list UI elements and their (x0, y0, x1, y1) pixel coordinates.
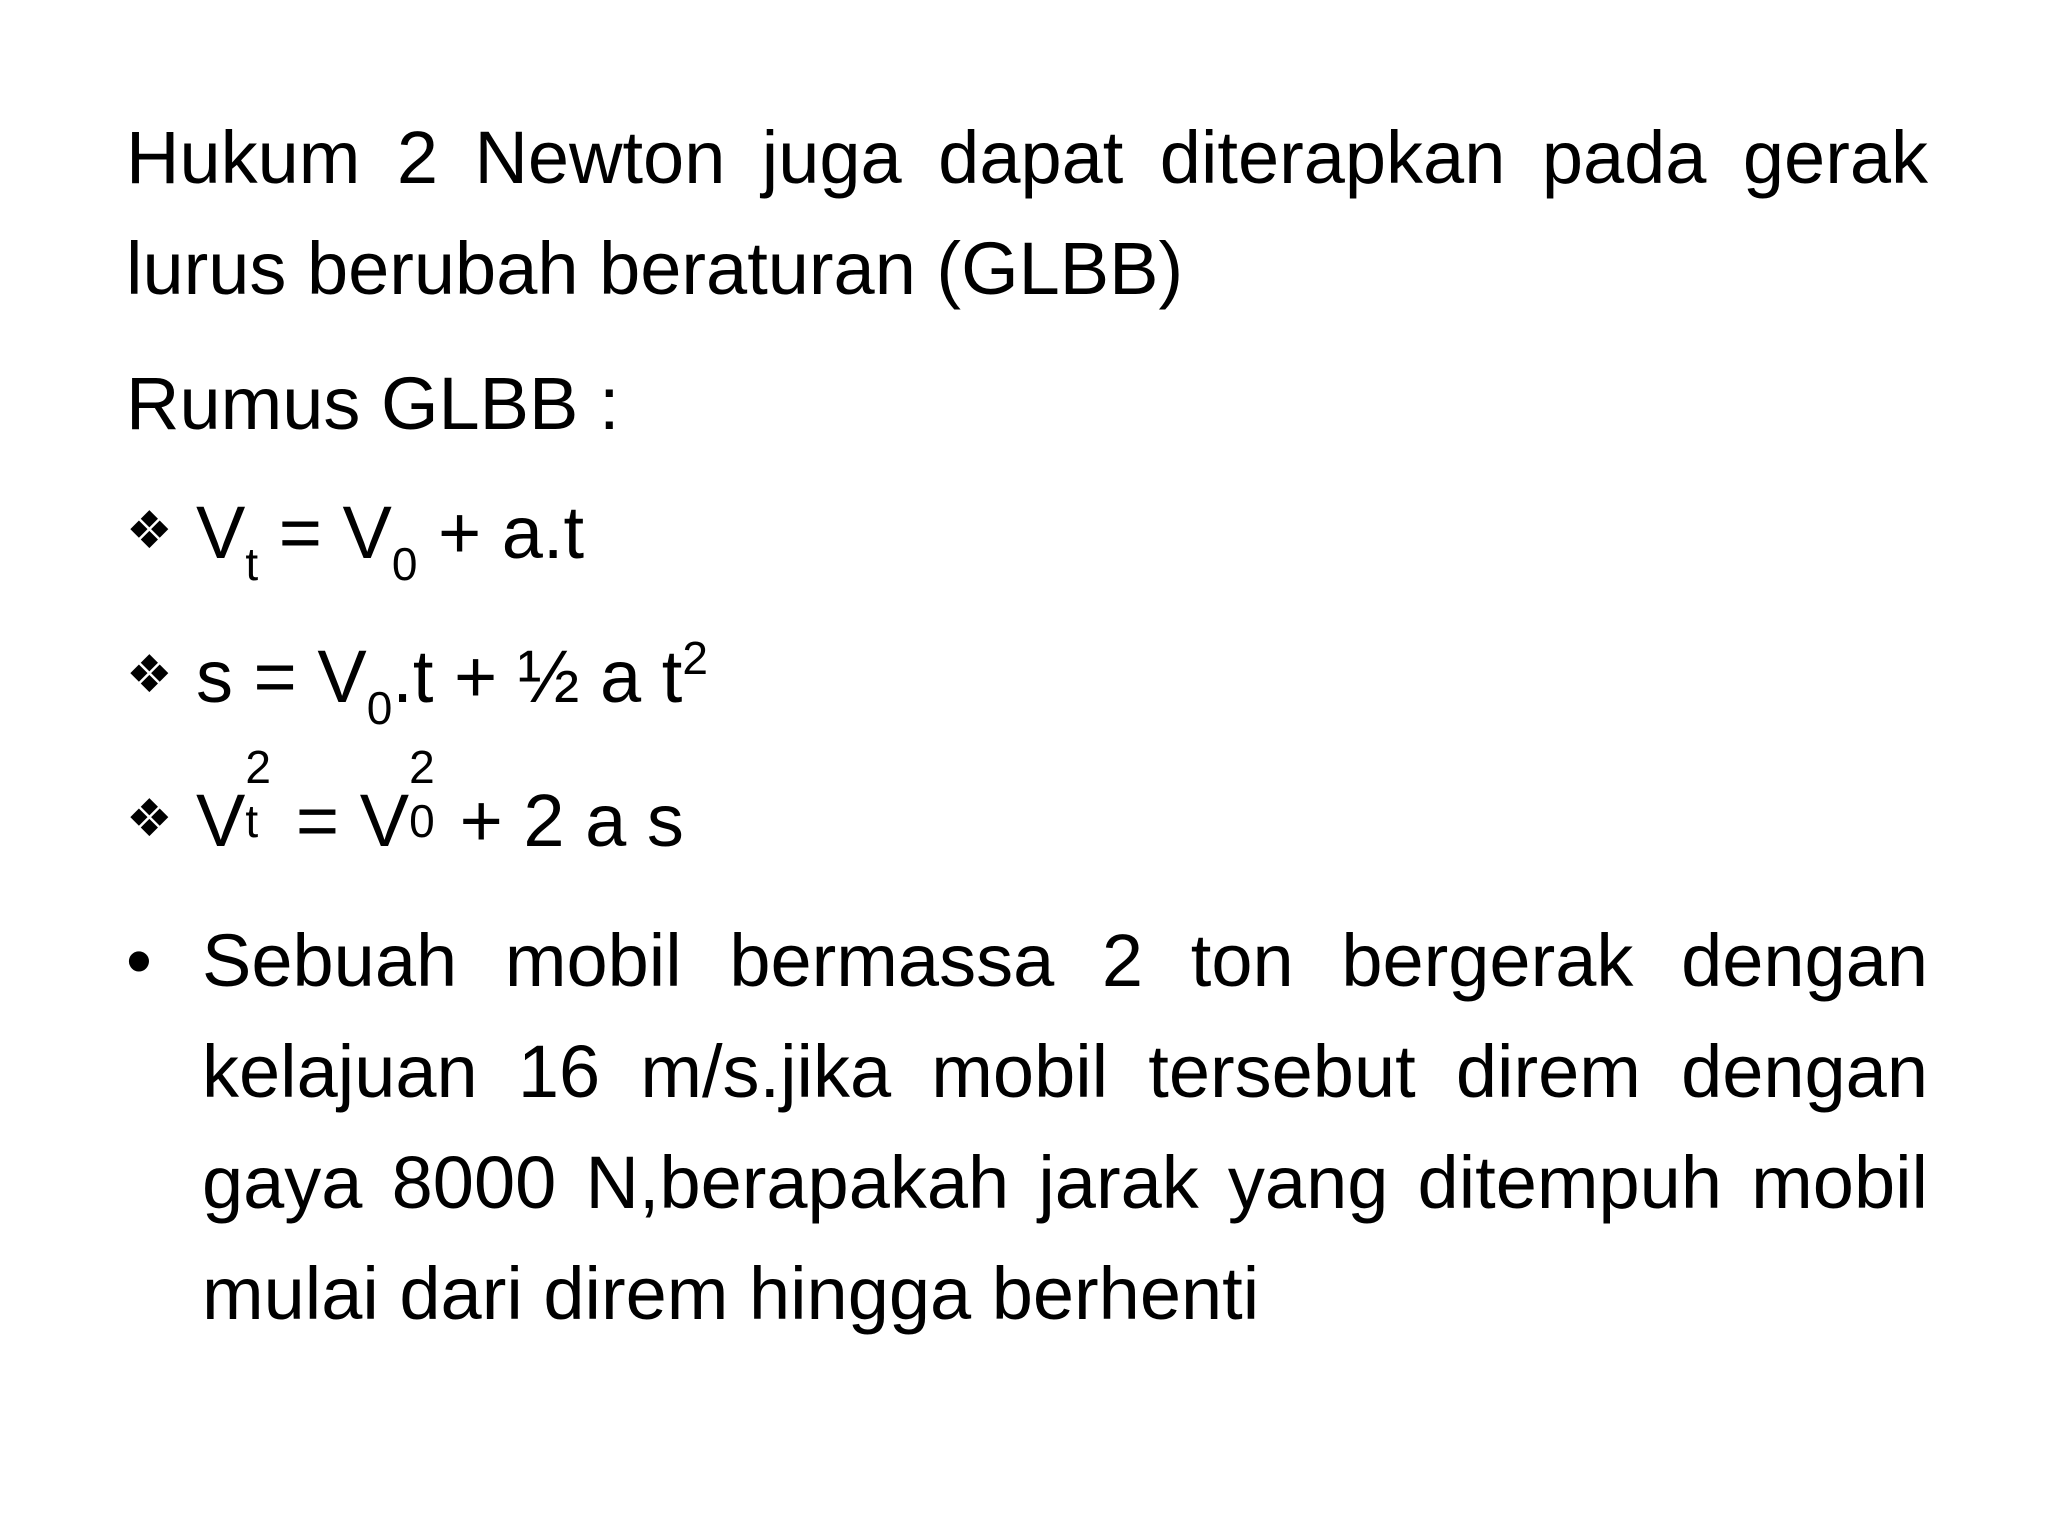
diamond-bullet-icon: ❖ (126, 502, 173, 560)
diamond-bullet-icon: ❖ (126, 790, 173, 848)
superscript-two: 2 (682, 632, 708, 684)
formula-distance (126, 620, 708, 732)
subscript-zero: 0 (366, 682, 393, 734)
formula-velocity (126, 476, 584, 588)
intro-text: Hukum 2 Newton juga dapat diterapkan pada gerak lurus berubah beraturan (GLBB) (126, 116, 1928, 310)
superscript-two: 2 (409, 741, 435, 793)
formula-eq: = V (258, 491, 392, 574)
diamond-bullet-icon: ❖ (126, 646, 173, 704)
formula-rest: + 2 a s (439, 779, 684, 862)
rumus-label: Rumus GLBB : (126, 362, 620, 445)
subsup-t-two (245, 741, 275, 847)
formula-rest: + a.t (417, 491, 585, 574)
formula-v: V (196, 779, 246, 862)
question-text: Sebuah mobil bermassa 2 ton bergerak dengan kelajuan 16 m/s.jika mobil tersebut direm dengan gaya 8000 N,berapakah jarak yang ditempuh mobil mulai dari direm hingga berhenti (202, 919, 1928, 1335)
formula-v: V (196, 491, 246, 574)
intro-paragraph (126, 102, 1928, 324)
rumus-heading (126, 348, 1928, 459)
subscript-zero: 0 (409, 795, 435, 847)
subsup-zero-two (409, 741, 439, 847)
subscript-t: t (245, 538, 259, 590)
superscript-two: 2 (245, 741, 271, 793)
formula-velocity-squared (126, 741, 684, 876)
bullet-dot-icon: • (126, 919, 152, 1002)
formula-lead: s = V (196, 635, 367, 718)
subscript-t: t (245, 795, 259, 847)
question-item (126, 905, 1928, 1349)
formula-mid: .t + ½ a t (392, 635, 683, 718)
subscript-zero: 0 (391, 538, 418, 590)
formula-eq: = V (275, 779, 410, 862)
